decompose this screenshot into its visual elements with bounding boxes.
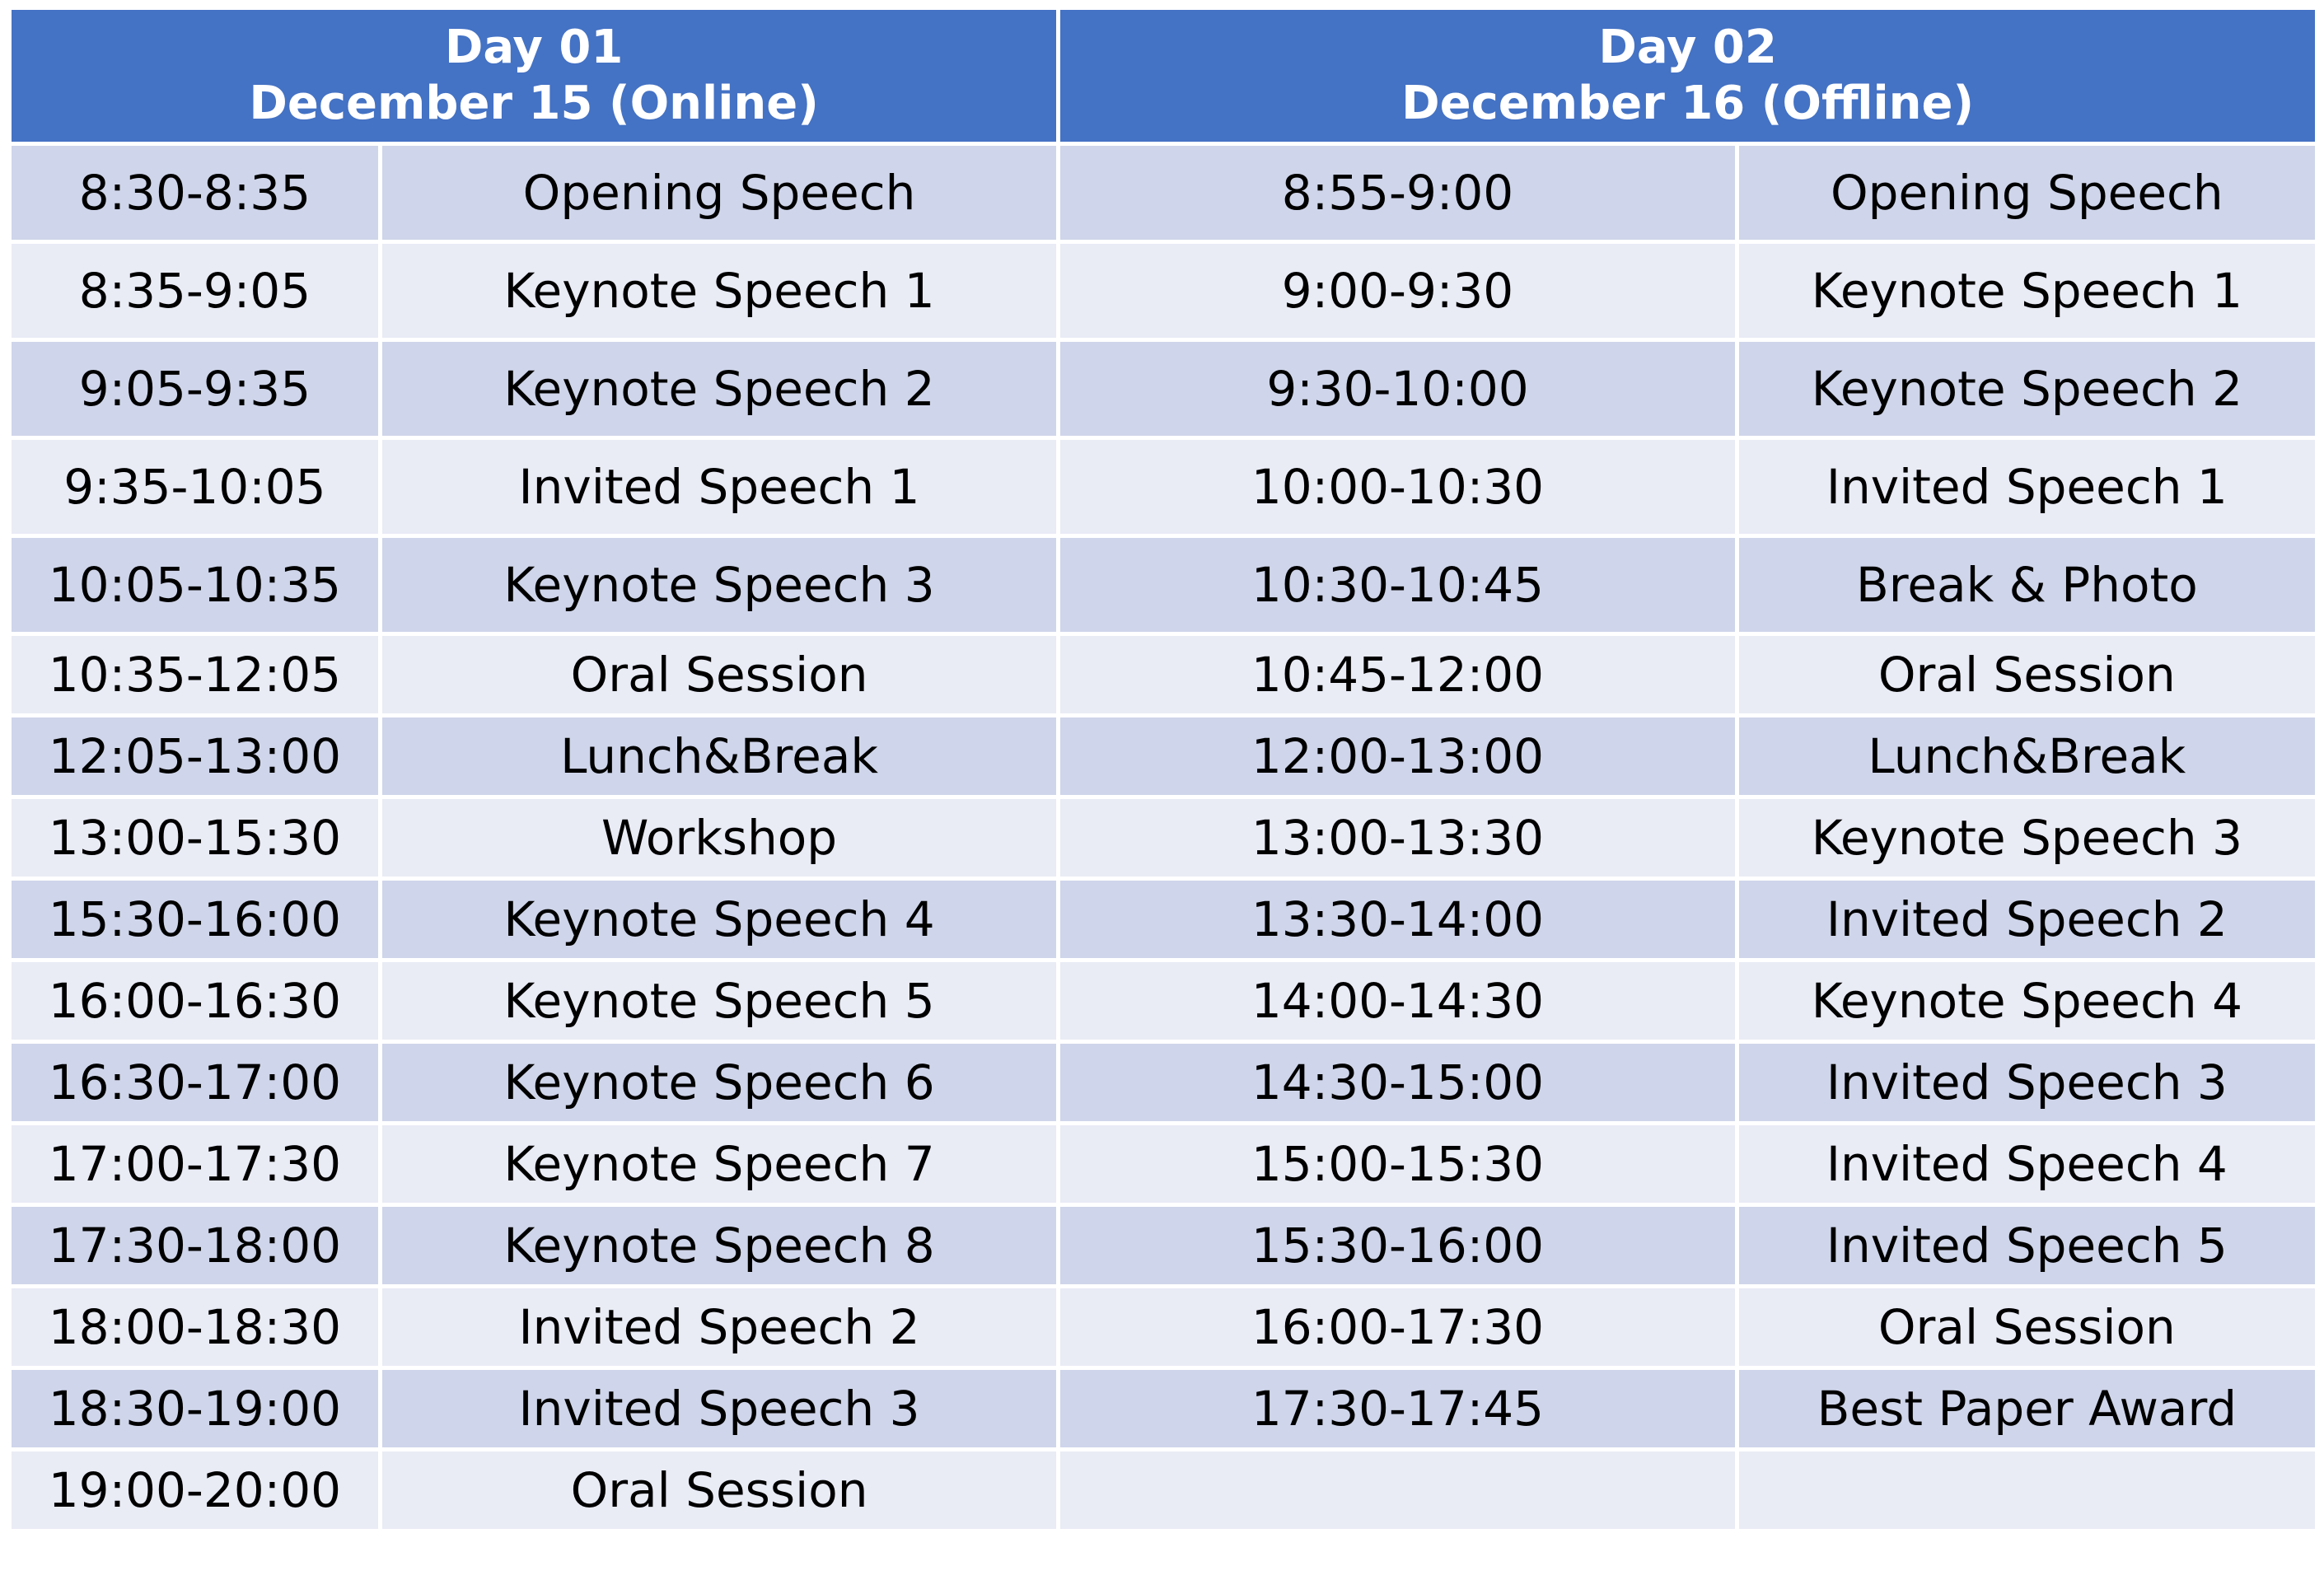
table-row bbox=[12, 1125, 2315, 1203]
day1-time-cell: 16:30-17:00 bbox=[12, 1044, 378, 1121]
day1-session-cell: Keynote Speech 8 bbox=[382, 1207, 1056, 1284]
day1-time-cell: 18:30-19:00 bbox=[12, 1370, 378, 1447]
day2-session-cell: Invited Speech 3 bbox=[1739, 1044, 2315, 1121]
day2-time-cell: 14:30-15:00 bbox=[1060, 1044, 1734, 1121]
day1-session-cell: Opening Speech bbox=[382, 146, 1056, 240]
day2-date: December 16 (Offline) bbox=[1401, 77, 1975, 130]
day2-time-cell: 17:30-17:45 bbox=[1060, 1370, 1734, 1447]
day2-time-cell: 15:30-16:00 bbox=[1060, 1207, 1734, 1284]
day1-time-cell: 10:35-12:05 bbox=[12, 636, 378, 713]
day2-title: Day 02 bbox=[1598, 21, 1777, 74]
schedule-table bbox=[7, 6, 2319, 1533]
day1-session-cell: Keynote Speech 6 bbox=[382, 1044, 1056, 1121]
day1-date: December 15 (Online) bbox=[249, 77, 819, 130]
day1-time-cell: 13:00-15:30 bbox=[12, 799, 378, 876]
table-row bbox=[12, 1451, 2315, 1529]
day1-time-cell: 9:05-9:35 bbox=[12, 342, 378, 436]
day2-time-cell: 8:55-9:00 bbox=[1060, 146, 1734, 240]
table-row bbox=[12, 1370, 2315, 1447]
day2-time-cell: 15:00-15:30 bbox=[1060, 1125, 1734, 1203]
day1-title: Day 01 bbox=[444, 21, 624, 74]
table-row bbox=[12, 1044, 2315, 1121]
day2-session-cell: Best Paper Award bbox=[1739, 1370, 2315, 1447]
day1-session-cell: Invited Speech 3 bbox=[382, 1370, 1056, 1447]
day1-time-cell: 17:30-18:00 bbox=[12, 1207, 378, 1284]
day2-time-cell: 10:30-10:45 bbox=[1060, 538, 1734, 632]
day1-time-cell: 8:35-9:05 bbox=[12, 244, 378, 338]
day2-header bbox=[1060, 10, 2315, 142]
day2-session-cell: Lunch&Break bbox=[1739, 718, 2315, 795]
day2-time-cell: 14:00-14:30 bbox=[1060, 962, 1734, 1040]
day2-session-cell: Invited Speech 2 bbox=[1739, 881, 2315, 958]
day2-session-cell: Invited Speech 5 bbox=[1739, 1207, 2315, 1284]
header-row bbox=[12, 10, 2315, 142]
day1-session-cell: Keynote Speech 3 bbox=[382, 538, 1056, 632]
day2-time-cell: 9:00-9:30 bbox=[1060, 244, 1734, 338]
day2-time-cell: 10:45-12:00 bbox=[1060, 636, 1734, 713]
day2-session-cell: Keynote Speech 3 bbox=[1739, 799, 2315, 876]
day2-session-cell: Keynote Speech 2 bbox=[1739, 342, 2315, 436]
day2-session-cell: Opening Speech bbox=[1739, 146, 2315, 240]
table-row bbox=[12, 244, 2315, 338]
schedule-table-container bbox=[12, 10, 2315, 1529]
day1-time-cell: 9:35-10:05 bbox=[12, 440, 378, 534]
day2-session-cell: Keynote Speech 1 bbox=[1739, 244, 2315, 338]
day2-time-cell: 13:30-14:00 bbox=[1060, 881, 1734, 958]
day2-session-cell: Invited Speech 1 bbox=[1739, 440, 2315, 534]
day2-time-cell: 10:00-10:30 bbox=[1060, 440, 1734, 534]
table-row bbox=[12, 881, 2315, 958]
day1-session-cell: Keynote Speech 7 bbox=[382, 1125, 1056, 1203]
day2-time-cell: 12:00-13:00 bbox=[1060, 718, 1734, 795]
day2-time-cell: 16:00-17:30 bbox=[1060, 1288, 1734, 1366]
day1-time-cell: 16:00-16:30 bbox=[12, 962, 378, 1040]
day1-session-cell: Keynote Speech 4 bbox=[382, 881, 1056, 958]
day2-session-cell: Oral Session bbox=[1739, 636, 2315, 713]
table-row bbox=[12, 1288, 2315, 1366]
day2-time-cell bbox=[1060, 1451, 1734, 1529]
day1-session-cell: Invited Speech 1 bbox=[382, 440, 1056, 534]
day1-session-cell: Invited Speech 2 bbox=[382, 1288, 1056, 1366]
day1-time-cell: 19:00-20:00 bbox=[12, 1451, 378, 1529]
table-row bbox=[12, 1207, 2315, 1284]
table-row bbox=[12, 799, 2315, 876]
table-row bbox=[12, 342, 2315, 436]
table-row bbox=[12, 962, 2315, 1040]
day1-session-cell: Keynote Speech 5 bbox=[382, 962, 1056, 1040]
table-row bbox=[12, 718, 2315, 795]
day2-session-cell: Break & Photo bbox=[1739, 538, 2315, 632]
day2-session-cell bbox=[1739, 1451, 2315, 1529]
day1-session-cell: Lunch&Break bbox=[382, 718, 1056, 795]
day1-time-cell: 10:05-10:35 bbox=[12, 538, 378, 632]
day1-session-cell: Keynote Speech 1 bbox=[382, 244, 1056, 338]
day1-session-cell: Oral Session bbox=[382, 1451, 1056, 1529]
day2-time-cell: 9:30-10:00 bbox=[1060, 342, 1734, 436]
day2-session-cell: Keynote Speech 4 bbox=[1739, 962, 2315, 1040]
day1-header bbox=[12, 10, 1056, 142]
table-row bbox=[12, 636, 2315, 713]
day1-time-cell: 18:00-18:30 bbox=[12, 1288, 378, 1366]
day1-time-cell: 15:30-16:00 bbox=[12, 881, 378, 958]
day1-time-cell: 8:30-8:35 bbox=[12, 146, 378, 240]
day1-session-cell: Keynote Speech 2 bbox=[382, 342, 1056, 436]
day1-time-cell: 12:05-13:00 bbox=[12, 718, 378, 795]
day1-session-cell: Workshop bbox=[382, 799, 1056, 876]
day1-session-cell: Oral Session bbox=[382, 636, 1056, 713]
day2-session-cell: Oral Session bbox=[1739, 1288, 2315, 1366]
table-row bbox=[12, 146, 2315, 240]
day2-session-cell: Invited Speech 4 bbox=[1739, 1125, 2315, 1203]
table-row bbox=[12, 440, 2315, 534]
table-row bbox=[12, 538, 2315, 632]
day2-time-cell: 13:00-13:30 bbox=[1060, 799, 1734, 876]
day1-time-cell: 17:00-17:30 bbox=[12, 1125, 378, 1203]
